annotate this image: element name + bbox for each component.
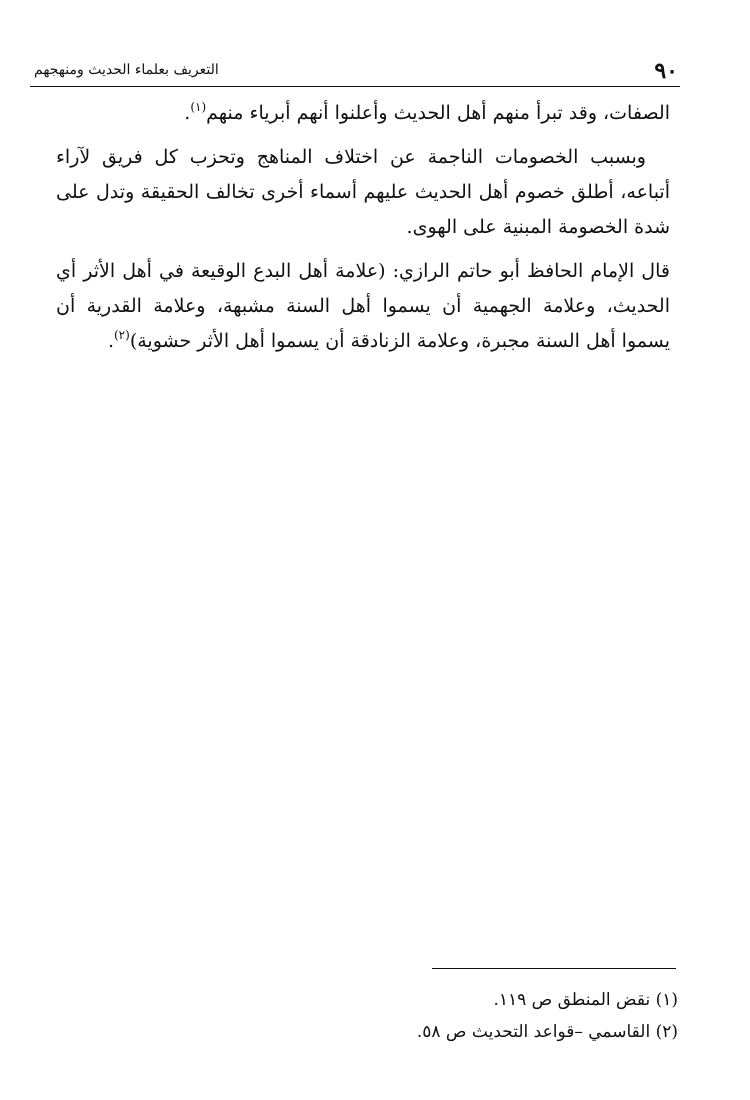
footnote-ref-1: (١) [190, 100, 207, 114]
footnote-divider [432, 968, 676, 969]
paragraph-1 [56, 96, 670, 131]
footnote-2: (٢) القاسمي –قواعد التحديث ص ٥٨. [416, 1022, 678, 1042]
page-number: ٩٠ [654, 58, 678, 84]
main-text [56, 96, 670, 368]
paragraph-3-end: . [107, 330, 114, 352]
paragraph-2: وبسبب الخصومات الناجمة عن اختلاف المناهج وتحزب كل فريق لآراء أتباعه، أطلق خصوم أهل الحديث عليهم أسماء أخرى تخالف الحقيقة وتدل على شدة الخصومة المبنية على الهوى. [56, 146, 670, 238]
footnotes [278, 984, 678, 1048]
header-divider [30, 86, 680, 87]
paragraph-3-text: قال الإمام الحافظ أبو حاتم الرازي: (علامة أهل البدع الوقيعة في أهل الأثر أي الحديث، وعلامة الجهمية أن يسموا أهل السنة مشبهة، وعلامة القدرية أن يسموا أهل السنة مجبرة، وعلامة الزنادقة أن يسموا أهل الأثر حشوية) [56, 260, 670, 352]
paragraph-3 [56, 254, 670, 359]
paragraph-1-end: . [184, 102, 191, 124]
page-header [30, 54, 680, 84]
footnote-1: (١) نقض المنطق ص ١١٩. [493, 990, 678, 1010]
footnote-ref-2: (٢) [113, 328, 130, 342]
paragraph-1-text: الصفات، وقد تبرأ منهم أهل الحديث وأعلنوا أنهم أبرياء منهم [206, 102, 670, 124]
running-title: التعريف بعلماء الحديث ومنهجهم [34, 62, 219, 78]
